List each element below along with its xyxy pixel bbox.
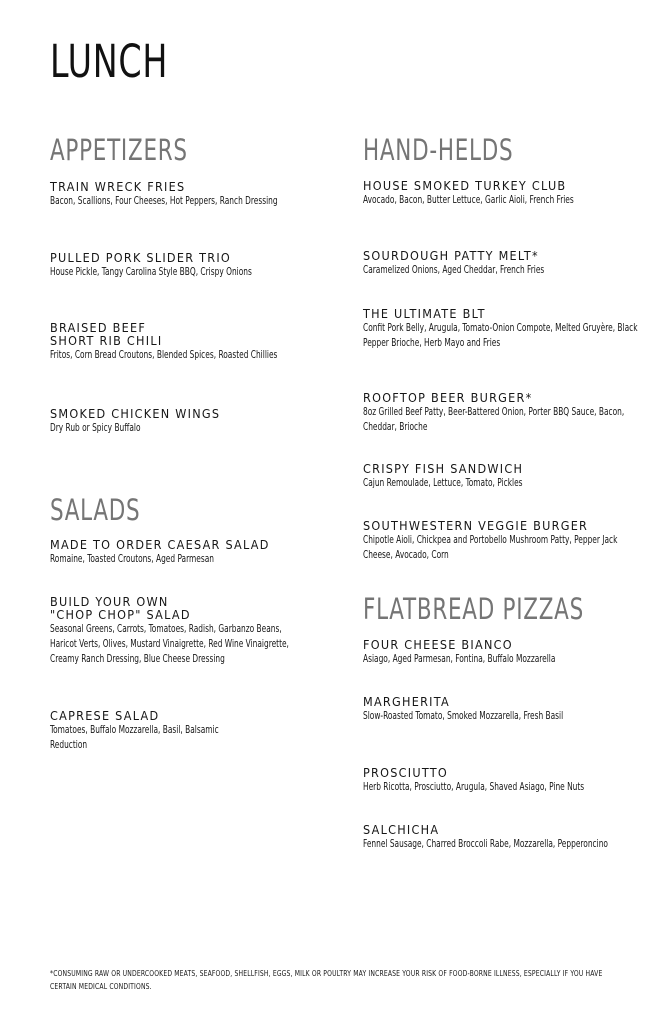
menu-item xyxy=(363,249,646,278)
menu-item-description: Seasonal Greens, Carrots, Tomatoes, Radish, Garbanzo Beans, Haricot Verts, Olives, Mustard Vinaigrette, Red Wine Vinaigrette, Creamy Ranch Dressing, Blue Cheese Dressing xyxy=(50,623,289,665)
menu-item-description: Fennel Sausage, Charred Broccoli Rabe, Mozzarella, Pepperoncino xyxy=(363,838,608,850)
menu-item-name: THE ULTIMATE BLT xyxy=(363,306,486,321)
menu-item-name: BRAISED BEEF SHORT RIB CHILI xyxy=(50,320,163,348)
menu-item xyxy=(50,709,340,753)
menu-item-name: CRISPY FISH SANDWICH xyxy=(363,461,524,476)
menu-item xyxy=(363,179,646,208)
menu-item xyxy=(363,307,646,351)
menu-item xyxy=(50,180,340,209)
menu-item-description: Caramelized Onions, Aged Cheddar, French Fries xyxy=(363,264,545,276)
page-title: LUNCH xyxy=(50,35,169,88)
menu-item-description: Asiago, Aged Parmesan, Fontina, Buffalo Mozzarella xyxy=(363,653,556,665)
menu-item-name: SALCHICHA xyxy=(363,822,440,837)
menu-item-name: PROSCIUTTO xyxy=(363,765,449,780)
menu-item xyxy=(363,638,646,667)
menu-item-description: Dry Rub or Spicy Buffalo xyxy=(50,422,141,434)
menu-item-name: FOUR CHEESE BIANCO xyxy=(363,637,513,652)
menu-item-name: CAPRESE SALAD xyxy=(50,708,160,723)
menu-item-description: Slow-Roasted Tomato, Smoked Mozzarella, Fresh Basil xyxy=(363,710,564,722)
menu-item-name: PULLED PORK SLIDER TRIO xyxy=(50,250,232,265)
menu-item-description: Cajun Remoulade, Lettuce, Tomato, Pickles xyxy=(363,477,523,489)
menu-item xyxy=(50,595,340,666)
menu-item-name: ROOFTOP BEER BURGER* xyxy=(363,390,533,405)
menu-item xyxy=(363,391,646,435)
menu-item-name: MARGHERITA xyxy=(363,694,450,709)
menu-item xyxy=(363,766,646,795)
menu-item-description: House Pickle, Tangy Carolina Style BBQ, Crispy Onions xyxy=(50,266,252,278)
menu-item-description: Herb Ricotta, Prosciutto, Arugula, Shaved Asiago, Pine Nuts xyxy=(363,781,585,793)
menu-item xyxy=(50,321,340,363)
menu-item xyxy=(363,519,646,563)
menu-item-description: 8oz Grilled Beef Patty, Beer-Battered Onion, Porter BBQ Sauce, Bacon, Cheddar, Brioche xyxy=(363,406,625,433)
menu-item xyxy=(50,538,340,567)
section-title-flatbread-pizzas: FLATBREAD PIZZAS xyxy=(363,592,584,626)
menu-item-description: Fritos, Corn Bread Croutons, Blended Spices, Roasted Chillies xyxy=(50,349,278,361)
footnote-disclaimer: *CONSUMING RAW OR UNDERCOOKED MEATS, SEAFOOD, SHELLFISH, EGGS, MILK OR POULTRY MAY INCREASE YOUR RISK OF FOOD-BORNE ILLNESS, ESPECIALLY IF YOU HAVE CERTAIN MEDICAL CONDITIONS. xyxy=(50,969,603,991)
menu-item-description: Romaine, Toasted Croutons, Aged Parmesan xyxy=(50,553,214,565)
section-title-hand-helds: HAND-HELDS xyxy=(363,133,514,167)
menu-item-description: Confit Pork Belly, Arugula, Tomato-Onion Compote, Melted Gruyère, Black Pepper Brioche, Herb Mayo and Fries xyxy=(363,322,638,349)
menu-item xyxy=(50,407,340,436)
menu-item xyxy=(50,251,340,280)
menu-item-name: HOUSE SMOKED TURKEY CLUB xyxy=(363,178,567,193)
menu-item-name: SOURDOUGH PATTY MELT* xyxy=(363,248,539,263)
menu-item-description: Chipotle Aioli, Chickpea and Portobello Mushroom Patty, Pepper Jack Cheese, Avocado, Corn xyxy=(363,534,618,561)
menu-item-name: SMOKED CHICKEN WINGS xyxy=(50,406,221,421)
menu-item-name: MADE TO ORDER CAESAR SALAD xyxy=(50,537,270,552)
section-title-salads: SALADS xyxy=(50,493,141,527)
menu-item xyxy=(363,462,646,491)
menu-item xyxy=(363,823,646,852)
menu-item-description: Avocado, Bacon, Butter Lettuce, Garlic Aioli, French Fries xyxy=(363,194,574,206)
menu-item-name: TRAIN WRECK FRIES xyxy=(50,179,186,194)
menu-item-description: Tomatoes, Buffalo Mozzarella, Basil, Balsamic Reduction xyxy=(50,724,219,751)
menu-item-name: SOUTHWESTERN VEGGIE BURGER xyxy=(363,518,589,533)
menu-item xyxy=(363,695,646,724)
menu-item-description: Bacon, Scallions, Four Cheeses, Hot Peppers, Ranch Dressing xyxy=(50,195,278,207)
section-title-appetizers: APPETIZERS xyxy=(50,133,188,167)
menu-item-name: BUILD YOUR OWN "CHOP CHOP" SALAD xyxy=(50,594,191,622)
